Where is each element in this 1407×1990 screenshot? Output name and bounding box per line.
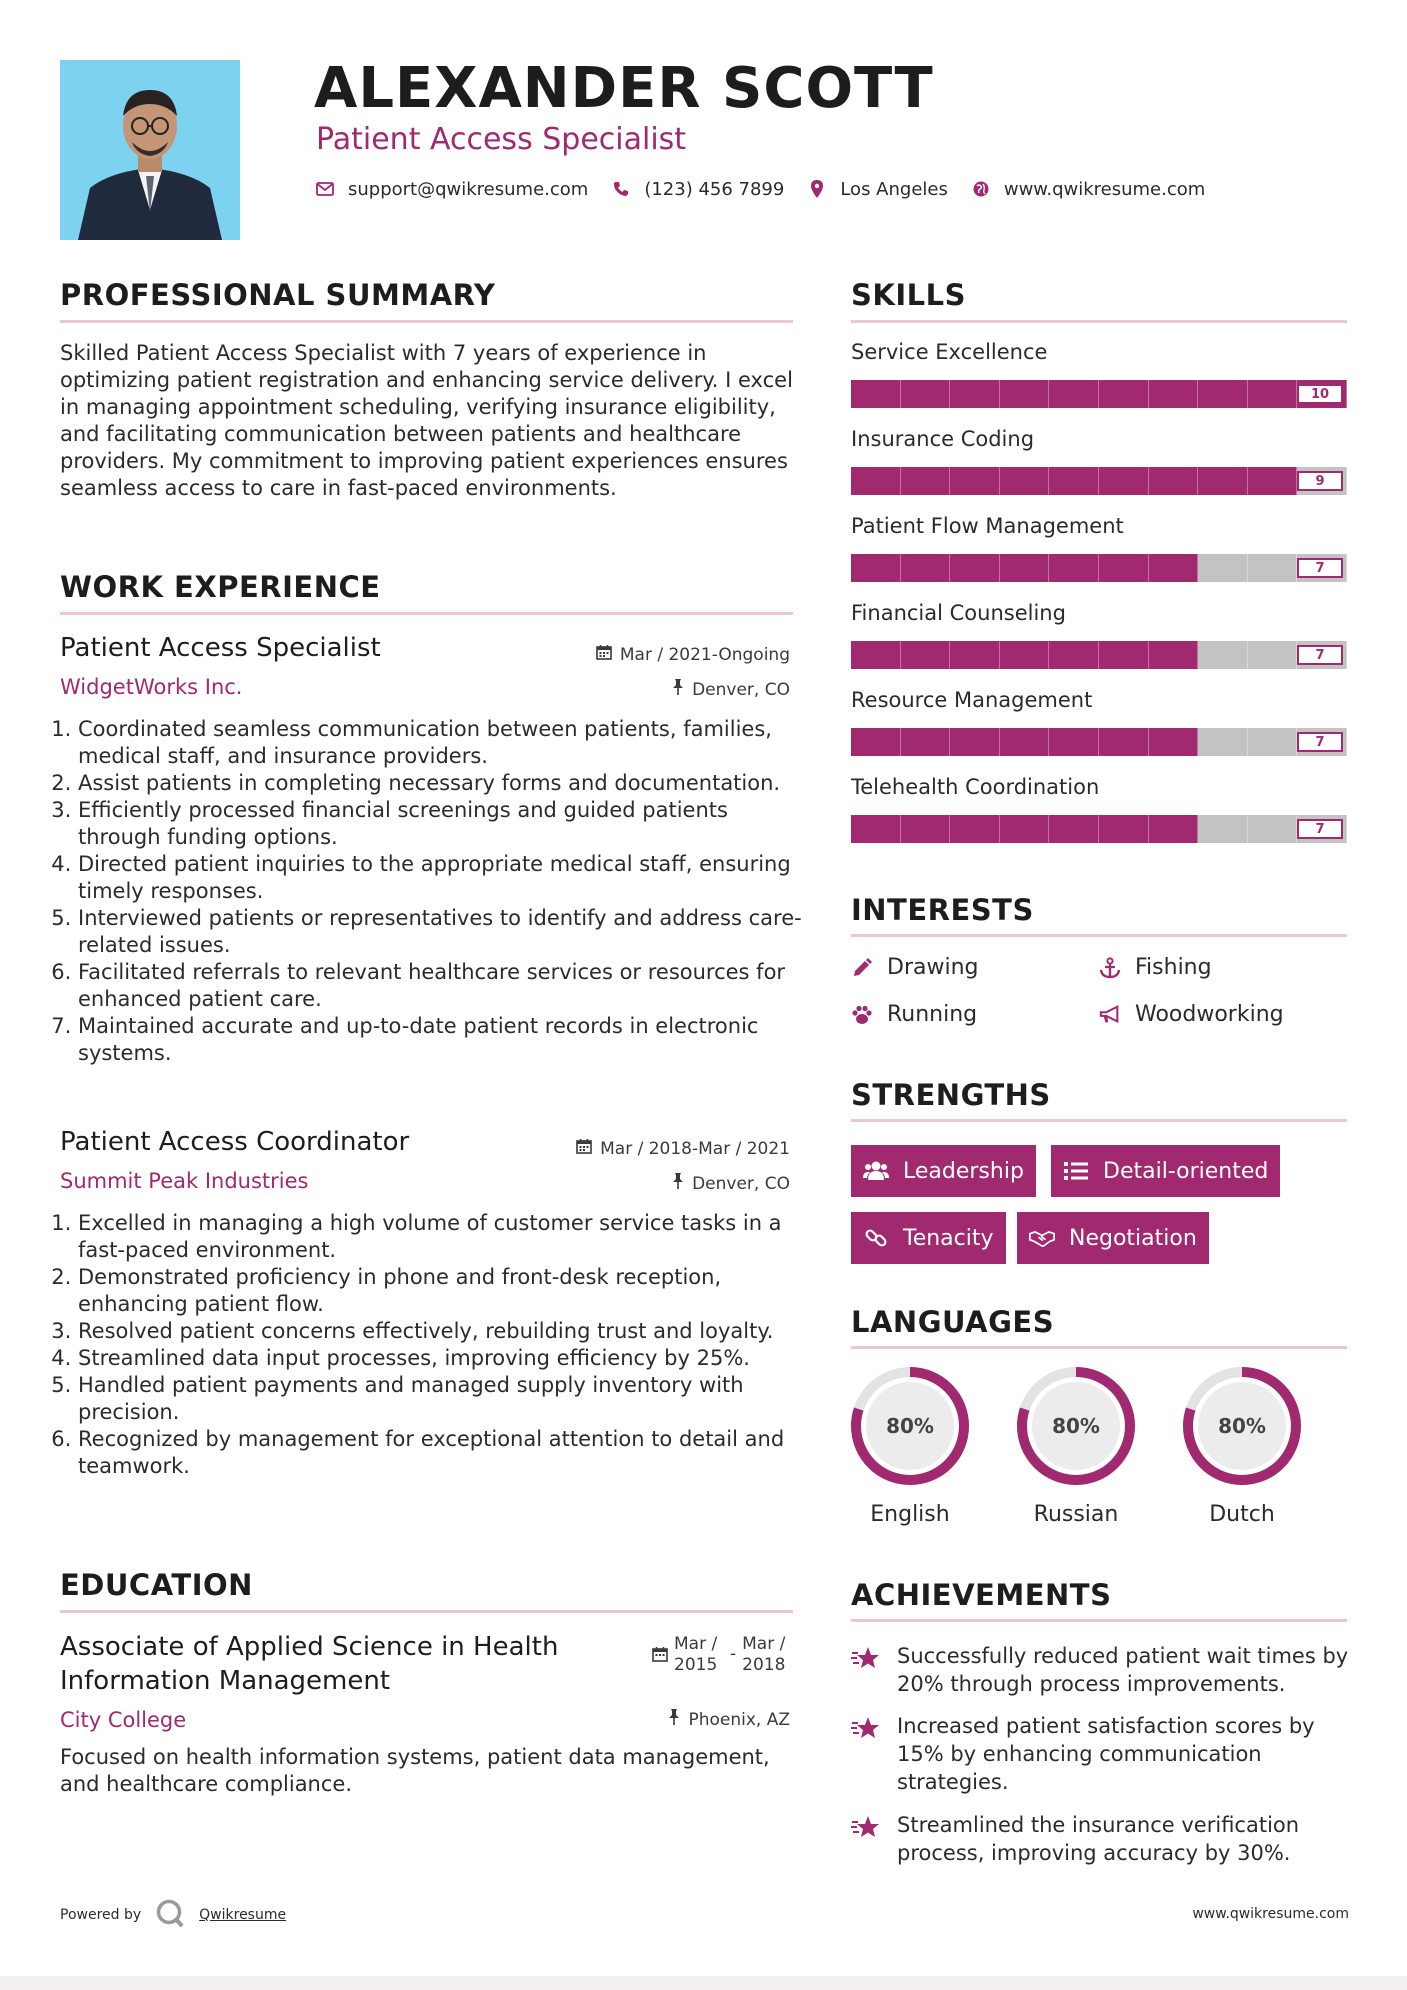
skill-bar-segment <box>950 554 1000 582</box>
list-item: 3. Efficiently processed financial screenings and guided patients through funding options. <box>78 797 808 851</box>
skill-bar-segment <box>1248 641 1298 669</box>
skill-bar <box>851 728 1347 756</box>
list-item: 2. Assist patients in completing necessary forms and documentation. <box>78 770 808 797</box>
job-location <box>672 679 790 700</box>
strength-label: Leadership <box>903 1158 1024 1184</box>
strength-detail-oriented <box>1051 1145 1280 1197</box>
skill-bar-segment <box>1198 554 1248 582</box>
globe-icon <box>970 178 992 200</box>
strength-label: Tenacity <box>903 1225 994 1251</box>
skill-bar-segment <box>851 728 901 756</box>
strength-label: Detail-oriented <box>1103 1158 1269 1184</box>
language-name: English <box>870 1502 950 1527</box>
strength-tenacity <box>851 1212 1006 1264</box>
language-ring <box>848 1364 972 1488</box>
job-dates <box>596 644 790 665</box>
candidate-title: Patient Access Specialist <box>316 122 687 157</box>
language-percent: 80% <box>1052 1414 1100 1438</box>
interest-label: Fishing <box>1135 955 1212 980</box>
language-ring <box>1014 1364 1138 1488</box>
achievement-item <box>851 1712 1351 1796</box>
skill-bar-segment <box>1099 467 1149 495</box>
job-title: Patient Access Coordinator <box>60 1127 410 1157</box>
languages-divider <box>851 1346 1347 1349</box>
phone-icon <box>610 178 632 200</box>
job-dates <box>576 1138 790 1159</box>
education-divider <box>60 1610 793 1613</box>
pushpin-icon <box>668 1709 680 1730</box>
bullhorn-icon <box>1099 1004 1121 1026</box>
achievement-text: Increased patient satisfaction scores by 15% by enhancing communication strategies. <box>897 1714 1315 1794</box>
skill-bar-segment <box>1099 641 1149 669</box>
list-item: 1. Excelled in managing a high volume of customer service tasks in a fast-paced environment. <box>78 1210 808 1264</box>
job-title: Patient Access Specialist <box>60 633 381 663</box>
calendar-icon <box>596 644 612 665</box>
skill-score: 7 <box>1297 732 1343 752</box>
pencil-icon <box>851 957 873 979</box>
education-location-text: Phoenix, AZ <box>688 1709 790 1730</box>
skill-label: Telehealth Coordination <box>851 775 1100 799</box>
strength-negotiation <box>1017 1212 1209 1264</box>
work-divider <box>60 612 793 615</box>
skill-bar-segment <box>950 641 1000 669</box>
education-school: City College <box>60 1708 187 1732</box>
list-item: 4. Streamlined data input processes, improving efficiency by 25%. <box>78 1345 808 1372</box>
skill-bar-segment <box>1000 815 1050 843</box>
skill-bar-segment <box>1049 728 1099 756</box>
contact-location: Los Angeles <box>840 178 948 200</box>
strength-label: Negotiation <box>1069 1225 1197 1251</box>
language-item <box>848 1364 972 1527</box>
star-trophy-icon <box>851 1644 881 1674</box>
skill-bar-segment <box>851 554 901 582</box>
list-item: 7. Maintained accurate and up-to-date patient records in electronic systems. <box>78 1013 808 1067</box>
job-dates-text: Mar / 2021-Ongoing <box>619 644 790 665</box>
interest-running <box>851 1002 977 1027</box>
language-ring <box>1180 1364 1304 1488</box>
strengths-heading: STRENGTHS <box>851 1078 1051 1112</box>
job-location-text: Denver, CO <box>692 1173 790 1194</box>
skill-bar-segment <box>1248 467 1298 495</box>
achievements-heading: ACHIEVEMENTS <box>851 1578 1112 1612</box>
qwikresume-logo-icon <box>155 1898 185 1932</box>
language-item <box>1014 1364 1138 1527</box>
skill-bar <box>851 380 1347 408</box>
job-location-text: Denver, CO <box>692 679 790 700</box>
skill-bar-segment <box>950 467 1000 495</box>
skill-bar-segment <box>1248 815 1298 843</box>
skill-bar-segment <box>1198 380 1248 408</box>
users-icon <box>863 1158 889 1184</box>
skill-label: Resource Management <box>851 688 1093 712</box>
skill-bar-segment <box>1049 815 1099 843</box>
skill-bar-segment <box>901 380 951 408</box>
skill-bar-segment <box>1149 641 1199 669</box>
job-location <box>672 1173 790 1194</box>
skill-score: 7 <box>1297 558 1343 578</box>
list-item: 1. Coordinated seamless communication between patients, families, medical staff, and insurance providers. <box>78 716 808 770</box>
interest-label: Woodworking <box>1135 1002 1284 1027</box>
profile-photo <box>60 60 240 240</box>
interest-label: Running <box>887 1002 978 1027</box>
summary-text: Skilled Patient Access Specialist with 7 years of experience in optimizing patient registration and enhancing service delivery. I excel in managing appointment scheduling, verifying insurance eligibility, and facilitating communication between patients and healthcare providers. My commitment to improving patient experiences ensures seamless access to care in fast-paced environments. <box>60 341 793 500</box>
skill-bar-segment <box>1149 467 1199 495</box>
skill-bar-segment <box>1099 380 1149 408</box>
education-location <box>668 1709 790 1730</box>
skill-bar-segment <box>1099 728 1149 756</box>
skill-bar <box>851 467 1347 495</box>
skill-label: Patient Flow Management <box>851 514 1124 538</box>
skill-bar-segment <box>1049 554 1099 582</box>
interests-divider <box>851 934 1347 937</box>
calendar-icon <box>652 1646 668 1676</box>
contact-website[interactable]: www.qwikresume.com <box>1003 178 1206 200</box>
achievements-divider <box>851 1619 1347 1622</box>
work-heading: WORK EXPERIENCE <box>60 570 381 604</box>
skill-bar-segment <box>1248 554 1298 582</box>
list-item: 4. Directed patient inquiries to the appropriate medical staff, ensuring timely responses. <box>78 851 808 905</box>
calendar-icon <box>576 1138 592 1159</box>
job-bullet-list <box>60 1210 808 1480</box>
skill-bar-segment <box>1099 554 1149 582</box>
list-icon <box>1063 1158 1089 1184</box>
skill-bar-segment <box>1248 728 1298 756</box>
skill-score: 10 <box>1297 384 1343 404</box>
skill-bar-segment <box>1099 815 1149 843</box>
summary-heading: PROFESSIONAL SUMMARY <box>60 278 496 312</box>
skill-label: Service Excellence <box>851 340 1048 364</box>
skill-bar-segment <box>1149 728 1199 756</box>
skill-bar-segment <box>1198 728 1248 756</box>
skill-bar-segment <box>851 815 901 843</box>
candidate-name: ALEXANDER SCOTT <box>314 56 934 121</box>
education-dates <box>652 1634 796 1676</box>
strength-leadership <box>851 1145 1036 1197</box>
achievement-text: Successfully reduced patient wait times by 20% through process improvements. <box>897 1644 1349 1696</box>
paw-icon <box>851 1004 873 1026</box>
skill-bar-segment <box>1049 380 1099 408</box>
skill-score: 9 <box>1297 471 1343 491</box>
skill-score: 7 <box>1297 819 1343 839</box>
skill-bar-segment <box>901 554 951 582</box>
education-description: Focused on health information systems, patient data management, and healthcare compliance. <box>60 1745 770 1796</box>
skill-bar-segment <box>851 380 901 408</box>
skill-bar-segment <box>1149 554 1199 582</box>
interest-fishing <box>1099 955 1212 980</box>
skills-heading: SKILLS <box>851 278 966 312</box>
skill-bar-segment <box>1198 641 1248 669</box>
job-dates-text: Mar / 2018-Mar / 2021 <box>600 1138 790 1159</box>
interest-drawing <box>851 955 978 980</box>
skill-bar-segment <box>950 815 1000 843</box>
map-pin-icon <box>806 178 828 200</box>
skill-bar-segment <box>901 728 951 756</box>
education-date-separator: - <box>730 1644 737 1664</box>
contact-email[interactable]: support@qwikresume.com <box>348 178 589 200</box>
skill-bar-segment <box>901 641 951 669</box>
education-start: Mar / 2015 <box>674 1634 718 1675</box>
skill-bar-segment <box>851 467 901 495</box>
language-name: Dutch <box>1209 1502 1275 1527</box>
achievement-item <box>851 1811 1351 1867</box>
pushpin-icon <box>672 679 684 700</box>
list-item: 6. Recognized by management for exceptional attention to detail and teamwork. <box>78 1426 808 1480</box>
skill-bar <box>851 554 1347 582</box>
achievement-item <box>851 1642 1351 1698</box>
languages-heading: LANGUAGES <box>851 1305 1055 1339</box>
skill-bar-segment <box>1000 380 1050 408</box>
education-degree: Associate of Applied Science in Health Information Management <box>60 1632 559 1696</box>
link-icon <box>863 1225 889 1251</box>
skill-bar-segment <box>1049 467 1099 495</box>
list-item: 5. Handled patient payments and managed supply inventory with precision. <box>78 1372 808 1426</box>
skill-bar-segment <box>1000 554 1050 582</box>
job-company: Summit Peak Industries <box>60 1169 309 1193</box>
list-item: 3. Resolved patient concerns effectively, rebuilding trust and loyalty. <box>78 1318 808 1345</box>
job-company: WidgetWorks Inc. <box>60 675 243 699</box>
language-name: Russian <box>1033 1502 1119 1527</box>
pushpin-icon <box>672 1173 684 1194</box>
page-bottom-band <box>0 1976 1407 1990</box>
skill-bar-segment <box>851 641 901 669</box>
skill-label: Financial Counseling <box>851 601 1066 625</box>
language-item <box>1180 1364 1304 1527</box>
skill-bar-segment <box>1149 815 1199 843</box>
interests-heading: INTERESTS <box>851 893 1034 927</box>
handshake-icon <box>1029 1225 1055 1251</box>
skill-bar-segment <box>1000 728 1050 756</box>
envelope-icon <box>314 178 336 200</box>
anchor-icon <box>1099 957 1121 979</box>
skill-bar-segment <box>950 380 1000 408</box>
skill-bar-segment <box>1198 815 1248 843</box>
star-trophy-icon <box>851 1714 881 1744</box>
skill-bar-segment <box>950 728 1000 756</box>
education-heading: EDUCATION <box>60 1568 253 1602</box>
star-trophy-icon <box>851 1813 881 1843</box>
skill-score: 7 <box>1297 645 1343 665</box>
skill-bar-segment <box>1000 467 1050 495</box>
skill-bar <box>851 641 1347 669</box>
strengths-divider <box>851 1119 1347 1122</box>
achievement-text: Streamlined the insurance verification process, improving accuracy by 30%. <box>897 1813 1300 1865</box>
skill-bar-segment <box>1198 467 1248 495</box>
footer-website[interactable]: www.qwikresume.com <box>1192 1906 1349 1922</box>
skill-bar-segment <box>901 815 951 843</box>
skill-bar-segment <box>1000 641 1050 669</box>
contact-bar <box>314 178 1227 200</box>
skill-bar <box>851 815 1347 843</box>
skill-bar-segment <box>901 467 951 495</box>
list-item: 5. Interviewed patients or representatives to identify and address care-related issues. <box>78 905 808 959</box>
qwikresume-link[interactable]: Qwikresume <box>199 1907 287 1923</box>
footer-powered-by <box>60 1898 286 1932</box>
job-bullet-list <box>60 716 808 1067</box>
interest-label: Drawing <box>887 955 979 980</box>
summary-divider <box>60 320 793 323</box>
interest-woodworking <box>1099 1002 1284 1027</box>
contact-phone[interactable]: (123) 456 7899 <box>644 178 785 200</box>
language-percent: 80% <box>1218 1414 1266 1438</box>
powered-by-text: Powered by <box>60 1907 142 1923</box>
skill-bar-segment <box>1149 380 1199 408</box>
language-percent: 80% <box>886 1414 934 1438</box>
skill-bar-segment <box>1049 641 1099 669</box>
list-item: 6. Facilitated referrals to relevant healthcare services or resources for enhanced patient care. <box>78 959 808 1013</box>
education-end: Mar / 2018 <box>742 1634 786 1675</box>
skill-label: Insurance Coding <box>851 427 1035 451</box>
skill-bar-segment <box>1248 380 1298 408</box>
list-item: 2. Demonstrated proficiency in phone and front-desk reception, enhancing patient flow. <box>78 1264 808 1318</box>
skills-divider <box>851 320 1347 323</box>
